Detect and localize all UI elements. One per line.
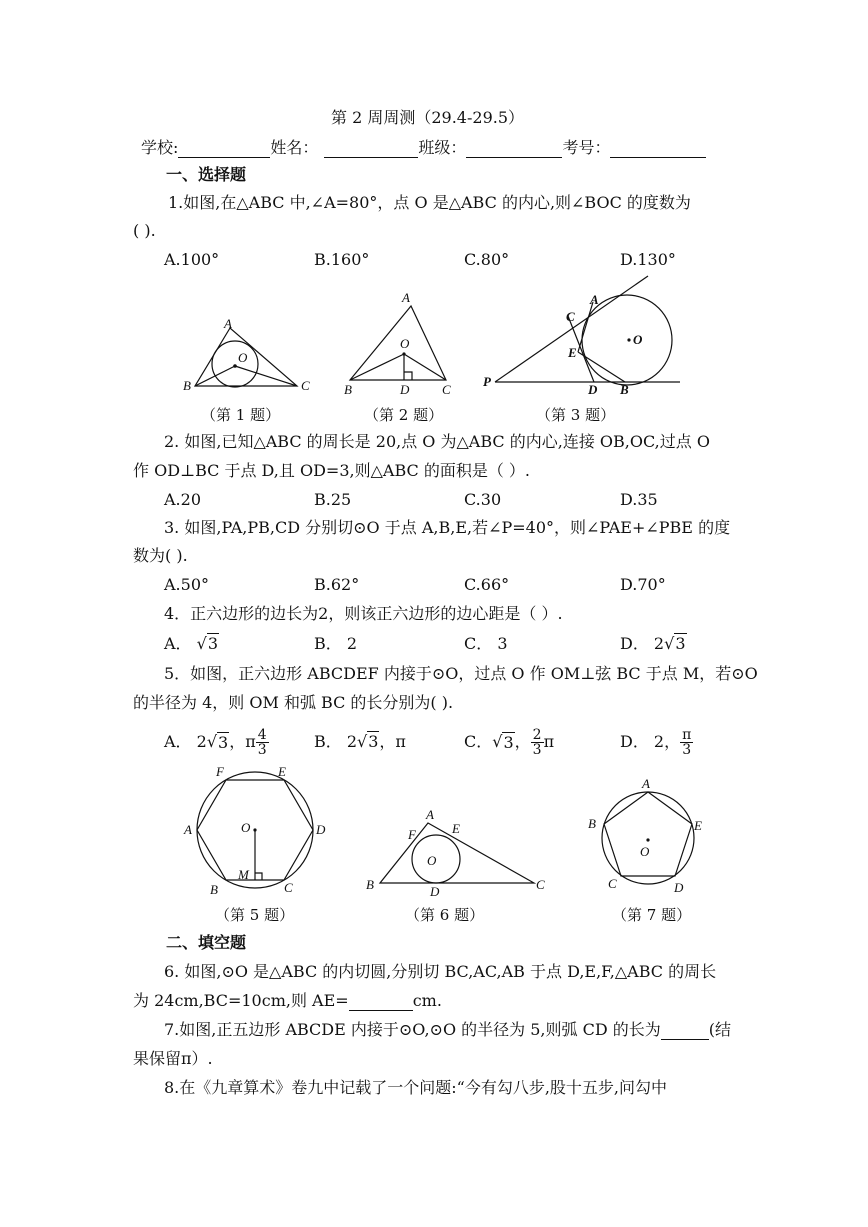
- fig3-label-p: P: [483, 374, 491, 389]
- fig3-label-e: E: [568, 345, 577, 360]
- q5-option-c-denominator: 3: [532, 741, 542, 758]
- fig3-label-o: O: [633, 332, 643, 347]
- q6-answer-blank[interactable]: [349, 994, 413, 1011]
- caption-q7: （第 7 题）: [612, 906, 692, 924]
- fig7-label-b: B: [588, 816, 596, 831]
- exam-no-label: 考号：: [562, 138, 611, 157]
- q2-option-a[interactable]: A.20: [164, 490, 201, 509]
- q2-text-cont: 作 OD⊥BC 于点 D,且 OD=3,则△ABC 的面积是（ ）.: [133, 461, 531, 480]
- caption-q1: （第 1 题）: [201, 406, 281, 424]
- fig6-label-f: F: [408, 827, 416, 842]
- q5-option-d[interactable]: [620, 722, 693, 762]
- fig1-label-b: B: [183, 378, 191, 393]
- q5-text-cont: 的半径为 4，则 OM 和弧 BC 的长分别为( ).: [133, 693, 454, 712]
- q5-option-b-pi: ，π: [379, 732, 406, 751]
- q2-option-b[interactable]: B.25: [314, 490, 352, 509]
- fig2-label-d: D: [400, 382, 410, 397]
- q5-text: 5．如图，正六边形 ABCDEF 内接于⊙O，过点 O 作 OM⊥弦 BC 于点 M，若⊙O: [164, 664, 758, 683]
- q8-text: 8.在《九章算术》卷九中记载了一个问题:“今有勾八步,股十五步,问勾中: [164, 1078, 668, 1097]
- caption-q5: （第 5 题）: [215, 906, 295, 924]
- school-label: 学校:: [141, 138, 179, 157]
- class-label: 班级：: [418, 138, 467, 157]
- fig6-label-d: D: [430, 884, 440, 899]
- fig5-label-a: A: [184, 822, 192, 837]
- q5-option-c-label: C．: [464, 732, 493, 751]
- fig2-label-b: B: [344, 382, 352, 397]
- q5-option-a-label: A． 2: [164, 732, 207, 751]
- q3-option-c[interactable]: C.66°: [464, 575, 510, 594]
- page-title: 第 2 周周测（29.4-29.5）: [331, 108, 525, 127]
- q3-text: 3. 如图,PA,PB,CD 分别切⊙O 于点 A,B,E,若∠P=40°，则∠PAE+∠PBE 的度: [164, 518, 731, 537]
- q4-option-b[interactable]: B． 2: [314, 634, 358, 653]
- q4-option-d-radicand: 3: [675, 634, 686, 653]
- fig3-label-a: A: [590, 292, 599, 307]
- q1-option-b[interactable]: B.160°: [314, 250, 370, 269]
- fig3-label-d: D: [588, 382, 598, 397]
- q6-text-cont: [133, 991, 442, 1011]
- q5-option-c[interactable]: C． √ 3 ， $\frac{2}{3}$ π: [464, 726, 555, 758]
- q4-option-a-label: A．: [164, 634, 192, 653]
- class-blank[interactable]: [466, 141, 562, 158]
- q2-option-c[interactable]: C.30: [464, 490, 502, 509]
- fig6-label-a: A: [426, 807, 434, 822]
- q1-option-a[interactable]: A.100°: [164, 250, 220, 269]
- fig6-label-o: O: [427, 853, 437, 868]
- fig7-label-o: O: [640, 844, 650, 859]
- fig2-label-o: O: [400, 336, 410, 351]
- fig3-label-b: B: [620, 382, 629, 397]
- section-heading-choice: 一、选择题: [166, 165, 247, 184]
- q6-text: 6. 如图,⊙O 是△ABC 的内切圆,分别切 BC,AC,AB 于点 D,E,F,△ABC 的周长: [164, 962, 717, 981]
- q5-option-a-radicand: 3: [218, 732, 229, 752]
- section-heading-fill: 二、填空题: [166, 933, 247, 952]
- q7-text-pre: 7.如图,正五边形 ABCDE 内接于⊙O,⊙O 的半径为 5,则弧 CD 的长为: [164, 1020, 661, 1039]
- fig5-label-b: B: [210, 882, 218, 897]
- q5-option-a-pi: ，π: [229, 732, 256, 751]
- q5-option-a-denominator: 3: [257, 741, 267, 758]
- q4-option-a-radicand: 3: [207, 634, 219, 653]
- fig5-label-f: F: [216, 764, 224, 779]
- figure-q1: [175, 312, 325, 398]
- q1-text-cont: ( ).: [133, 221, 156, 240]
- caption-q3: （第 3 题）: [536, 406, 616, 424]
- q5-option-a[interactable]: A． 2 √ 3 ，π $\frac{4}{3}$: [164, 726, 267, 758]
- q4-option-a[interactable]: A． √3: [164, 634, 219, 653]
- q3-option-a[interactable]: A.50°: [164, 575, 209, 594]
- q4-text: 4．正六边形的边长为2，则该正六边形的边心距是（ ）.: [164, 604, 563, 623]
- fig6-label-b: B: [366, 877, 374, 892]
- q5-option-c-numerator: 2: [532, 726, 542, 743]
- q6-text-post: cm.: [412, 991, 442, 1010]
- q1-text: 1.如图,在△ABC 中,∠A=80°，点 O 是△ABC 的内心,则∠BOC 的度数为: [168, 193, 691, 212]
- fig5-label-c: C: [284, 880, 293, 895]
- q5-option-c-pi: π: [543, 732, 555, 751]
- q5-option-d-fraction: [680, 728, 693, 757]
- q5-option-c-radicand: 3: [503, 732, 514, 752]
- q5-option-a-fraction: [256, 728, 269, 757]
- q5-option-d-numerator: π: [682, 726, 692, 743]
- q5-option-b-label: B． 2: [314, 732, 358, 751]
- fig6-label-e: E: [452, 821, 460, 836]
- q6-text-pre: 为 24cm,BC=10cm,则 AE=: [133, 991, 349, 1010]
- student-info-line: [141, 138, 706, 158]
- q5-option-b-radicand: 3: [368, 732, 379, 751]
- q1-option-c[interactable]: C.80°: [464, 250, 510, 269]
- fig1-label-o: O: [238, 350, 248, 365]
- q3-text-cont: 数为( ).: [133, 546, 188, 565]
- school-blank[interactable]: [178, 141, 270, 158]
- fig2-label-a: A: [402, 290, 410, 305]
- fig5-label-m: M: [238, 867, 249, 882]
- figure-q3: [480, 268, 690, 396]
- q5-option-c-sep: ，: [514, 732, 531, 751]
- name-label: 姓名：: [270, 138, 319, 157]
- fig5-label-e: E: [278, 764, 286, 779]
- fig1-label-a: A: [224, 316, 232, 331]
- fig5-label-o: O: [241, 820, 251, 835]
- q5-option-c-fraction: [531, 728, 544, 757]
- q2-text: 2. 如图,已知△ABC 的周长是 20,点 O 为△ABC 的内心,连接 OB,OC,过点 O: [164, 432, 710, 451]
- q3-option-d[interactable]: D.70°: [620, 575, 666, 594]
- fig2-label-c: C: [442, 382, 451, 397]
- figure-q2: [340, 290, 470, 400]
- q5-option-d-label: D． 2，: [620, 732, 681, 751]
- fig6-label-c: C: [536, 877, 545, 892]
- q4-option-d[interactable]: D． 2√3: [620, 634, 686, 653]
- q4-option-c[interactable]: C． 3: [464, 634, 508, 653]
- q2-option-d[interactable]: D.35: [620, 490, 658, 509]
- q7-text-cont: 果保留π）.: [133, 1049, 213, 1068]
- q7-answer-blank[interactable]: [661, 1023, 709, 1040]
- q3-option-b[interactable]: B.62°: [314, 575, 360, 594]
- q5-option-a-numerator: 4: [257, 726, 267, 743]
- q5-option-b[interactable]: B． 2√3，π: [314, 732, 406, 751]
- caption-q2: （第 2 题）: [364, 406, 444, 424]
- caption-q6: （第 6 题）: [405, 906, 485, 924]
- figure-q6: [360, 805, 555, 900]
- fig1-label-c: C: [301, 378, 310, 393]
- q7-text-post: (结: [708, 1020, 732, 1039]
- fig3-label-c: C: [566, 309, 575, 324]
- fig7-label-e: E: [694, 818, 702, 833]
- q1-option-d[interactable]: D.130°: [620, 250, 676, 269]
- q5-option-d-denominator: 3: [682, 741, 692, 758]
- exam-no-blank[interactable]: [610, 141, 706, 158]
- q4-option-d-label: D． 2: [620, 634, 665, 653]
- fig7-label-d: D: [674, 880, 684, 895]
- figure-q7: [582, 772, 712, 897]
- fig7-label-a: A: [642, 776, 650, 791]
- name-blank[interactable]: [324, 141, 418, 158]
- figure-q5: [178, 762, 328, 900]
- q7-text: [164, 1020, 731, 1040]
- fig7-label-c: C: [608, 876, 617, 891]
- fig5-label-d: D: [316, 822, 326, 837]
